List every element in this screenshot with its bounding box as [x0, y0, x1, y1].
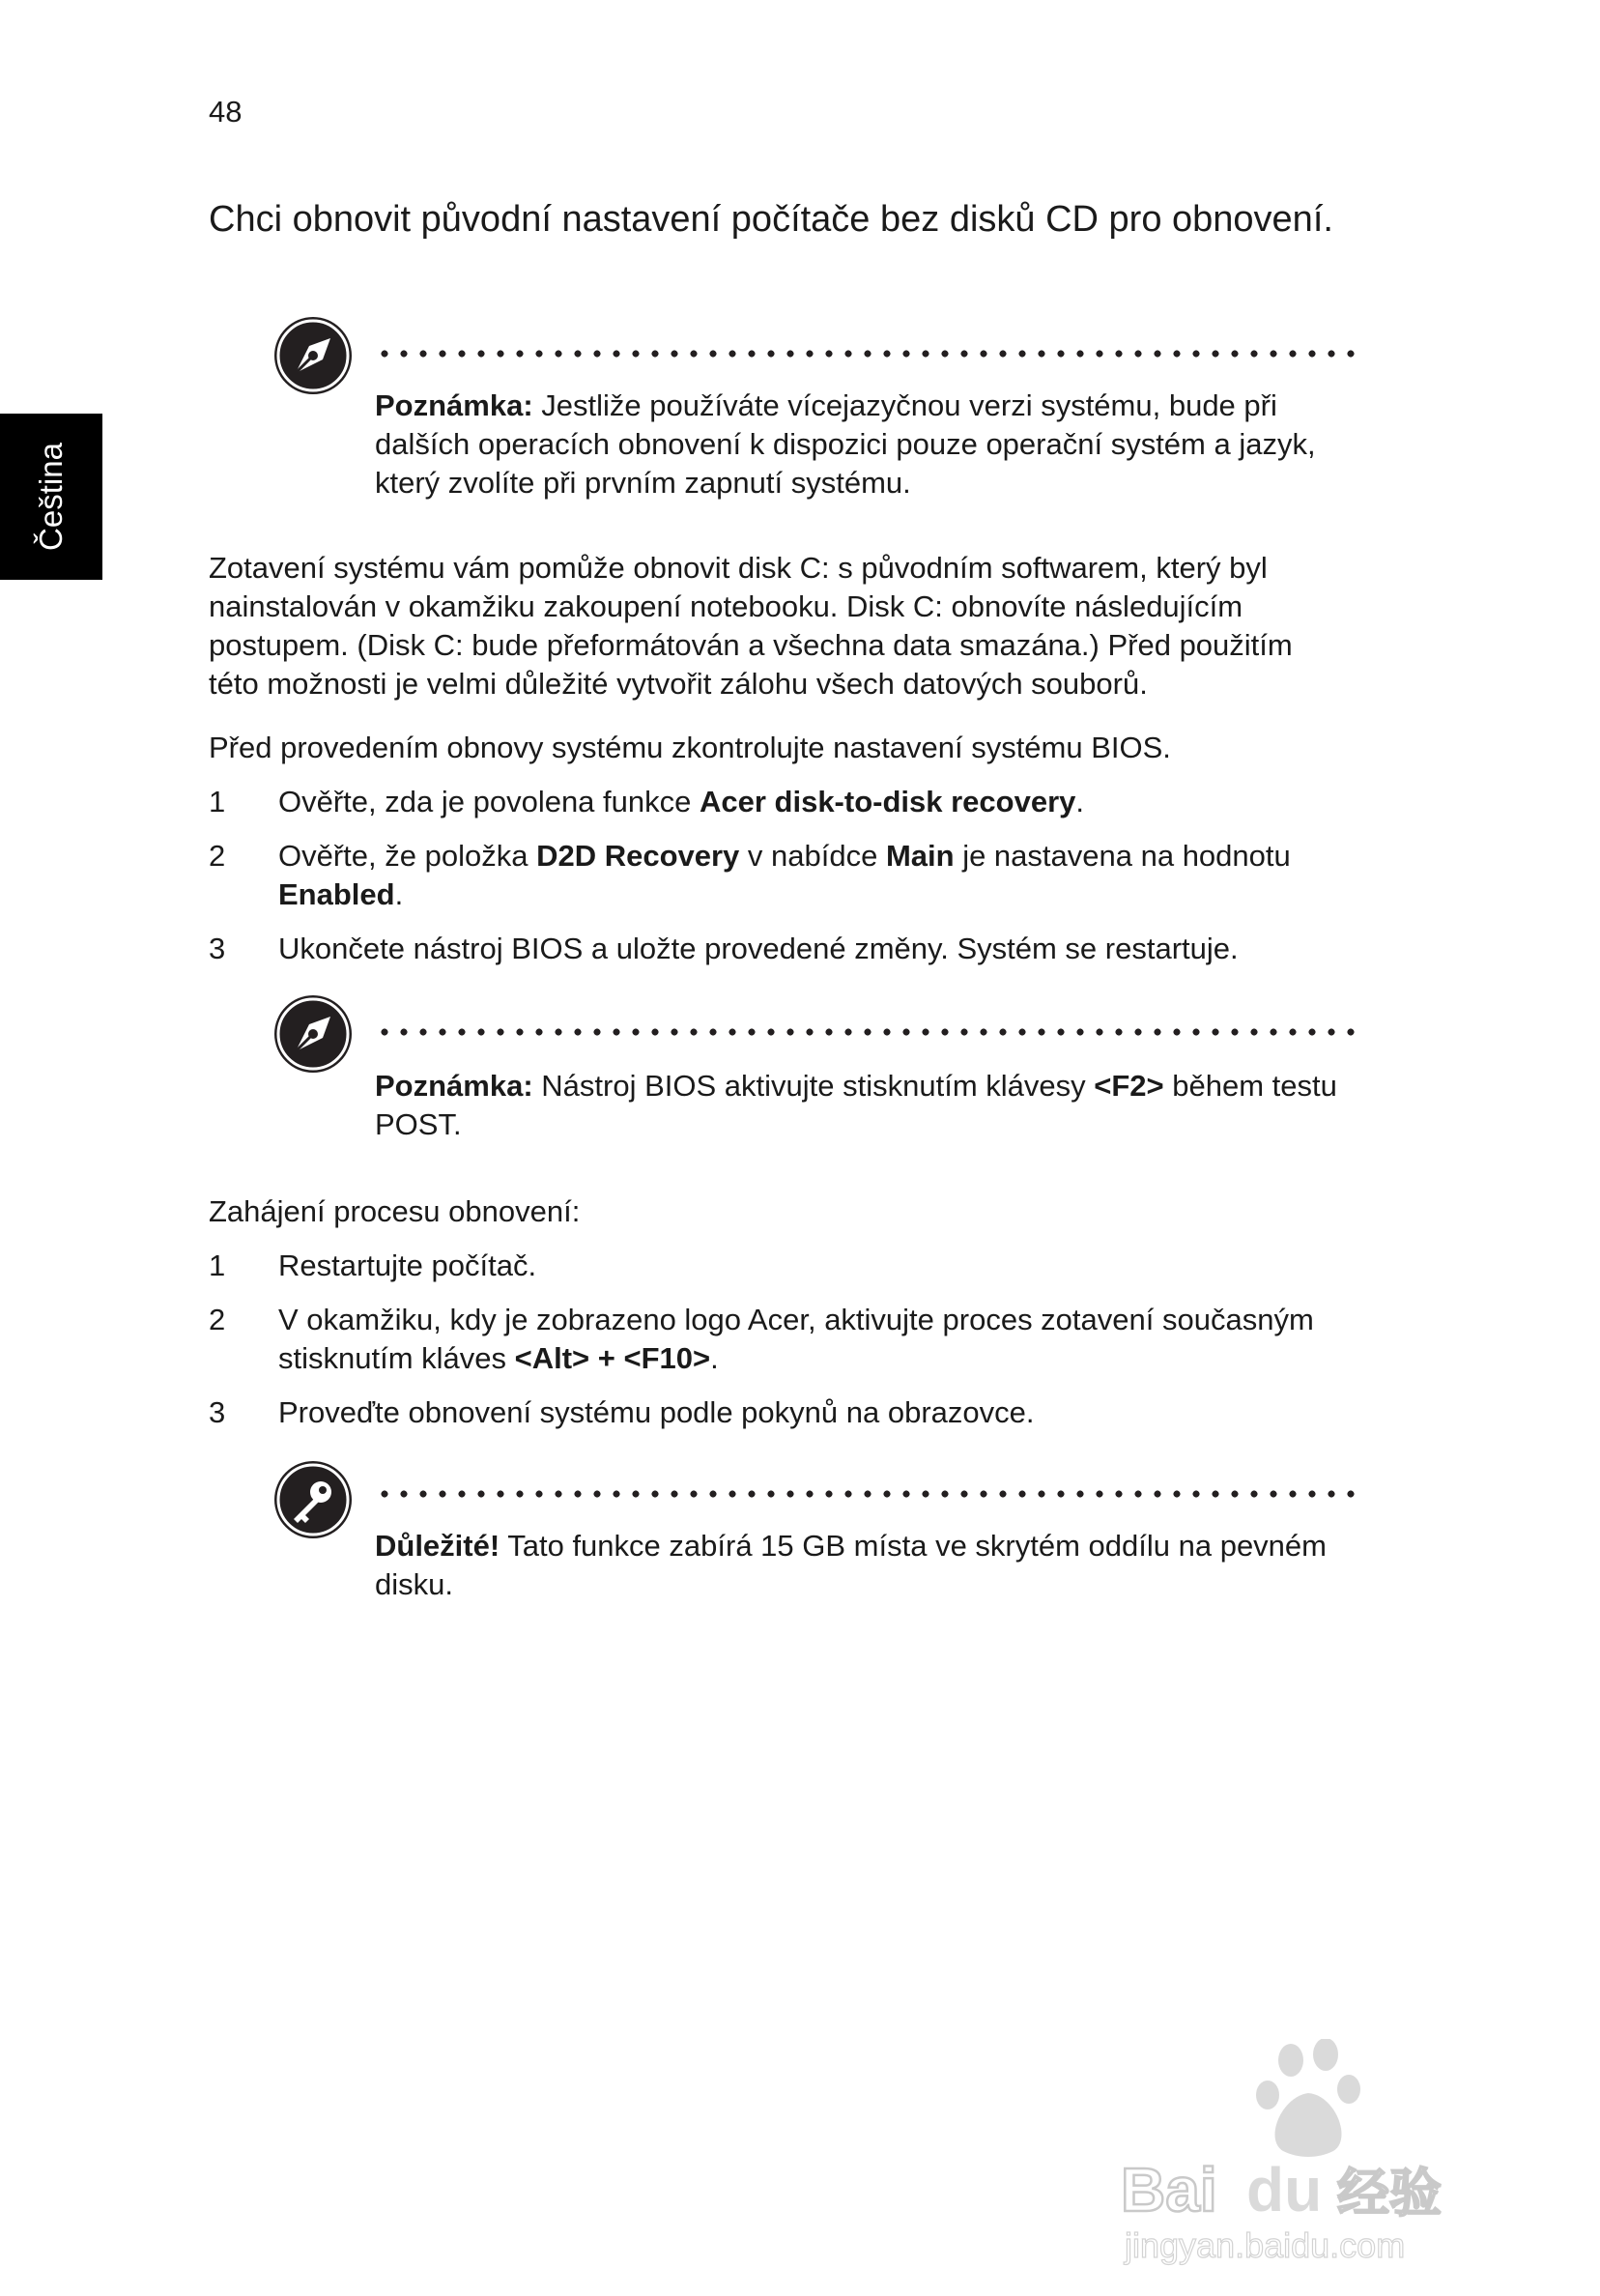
- note-2-label: Poznámka:: [375, 1069, 533, 1103]
- list-text: [278, 1247, 1349, 1285]
- watermark-brand-b: du: [1246, 2155, 1323, 2224]
- note-2-text: [375, 1067, 1357, 1144]
- watermark-url: jingyan.baidu.com: [1125, 2225, 1406, 2265]
- text-run: Restartujte počítač.: [278, 1248, 537, 1282]
- watermark-brand-cn: 经验: [1337, 2163, 1442, 2224]
- important-body: Tato funkce zabírá 15 GB místa ve skrytém oddílu na pevném disku.: [375, 1529, 1327, 1601]
- bold-run: D2D Recovery: [536, 839, 740, 873]
- important-label: Důležité!: [375, 1529, 500, 1563]
- text-run: v nabídce: [739, 839, 886, 873]
- list-text: [278, 930, 1349, 968]
- language-tab-label: Čeština: [33, 443, 70, 551]
- important-text: [375, 1527, 1357, 1604]
- list-number: 2: [209, 839, 226, 873]
- list-item: [209, 930, 1349, 968]
- watermark-brand-a: Bai: [1121, 2155, 1217, 2224]
- baidu-jingyan-watermark: [1101, 2039, 1507, 2271]
- text-run: Ukončete nástroj BIOS a uložte provedené změny. Systém se restartuje.: [278, 932, 1239, 965]
- note-1-label: Poznámka:: [375, 388, 533, 422]
- list-item: [209, 1393, 1349, 1432]
- list-number: 3: [209, 932, 226, 965]
- list-number: 3: [209, 1395, 226, 1429]
- key-f2: <F2>: [1094, 1069, 1164, 1103]
- list-number: 1: [209, 785, 226, 818]
- text-run: .: [1075, 785, 1085, 818]
- dotted-divider: [375, 1490, 1357, 1498]
- bold-run: Acer disk-to-disk recovery: [699, 785, 1076, 818]
- list-text: [278, 783, 1349, 821]
- list-number: 2: [209, 1303, 226, 1336]
- list-text: [278, 837, 1349, 914]
- dotted-divider: [375, 350, 1357, 358]
- bold-run: Main: [885, 839, 955, 873]
- pen-nib-note-icon: [274, 317, 352, 394]
- key-important-icon: [274, 1461, 352, 1538]
- text-run: během testu POST.: [375, 1069, 1337, 1141]
- note-1-text: [375, 387, 1357, 502]
- dotted-divider: [375, 1028, 1357, 1036]
- key-combo: <Alt> + <F10>: [514, 1341, 711, 1375]
- language-tab: [0, 414, 102, 580]
- list-number: 1: [209, 1248, 226, 1282]
- bios-check-intro: Před provedením obnovy systému zkontrolujte nastavení systému BIOS.: [209, 731, 1171, 764]
- note-1-body: Jestliže používáte vícejazyčnou verzi systému, bude při dalších operacích obnovení k dispozici pouze operační systém a jazyk, který zvolíte při prvním zapnutí systému.: [375, 388, 1316, 500]
- text-run: .: [394, 877, 404, 911]
- text-run: Nástroj BIOS aktivujte stisknutím klávesy: [532, 1069, 1095, 1103]
- text-run: Proveďte obnovení systému podle pokynů na obrazovce.: [278, 1395, 1035, 1429]
- text-run: Ověřte, zda je povolena funkce: [278, 785, 700, 818]
- list-text: [278, 1393, 1349, 1432]
- recovery-intro: Zahájení procesu obnovení:: [209, 1194, 581, 1228]
- text-run: Ověřte, že položka: [278, 839, 537, 873]
- list-item: [209, 1301, 1349, 1378]
- pen-nib-note-icon: [274, 995, 352, 1073]
- list-text: [278, 1301, 1349, 1378]
- list-item: [209, 837, 1349, 914]
- text-run: je nastavena na hodnotu: [954, 839, 1291, 873]
- page-title: Chci obnovit původní nastavení počítače bez disků CD pro obnovení.: [209, 199, 1333, 240]
- page-number: 48: [209, 95, 243, 129]
- intro-paragraph: Zotavení systému vám pomůže obnovit disk C: s původním softwarem, který byl nainstalován v okamžiku zakoupení notebooku. Disk C: obnovíte následujícím postupem. (Disk C: bude přeformátován a všechna data smazána.) Před použitím této možnosti je velmi důležité vytvořit zálohu všech datových souborů.: [209, 551, 1293, 701]
- list-item: [209, 1247, 1349, 1285]
- text-run: V okamžiku, kdy je zobrazeno logo Acer, aktivujte proces zotavení současným stisknutím kláves: [278, 1303, 1314, 1375]
- list-item: [209, 783, 1349, 821]
- text-run: .: [710, 1341, 719, 1375]
- bold-run: Enabled: [278, 877, 395, 911]
